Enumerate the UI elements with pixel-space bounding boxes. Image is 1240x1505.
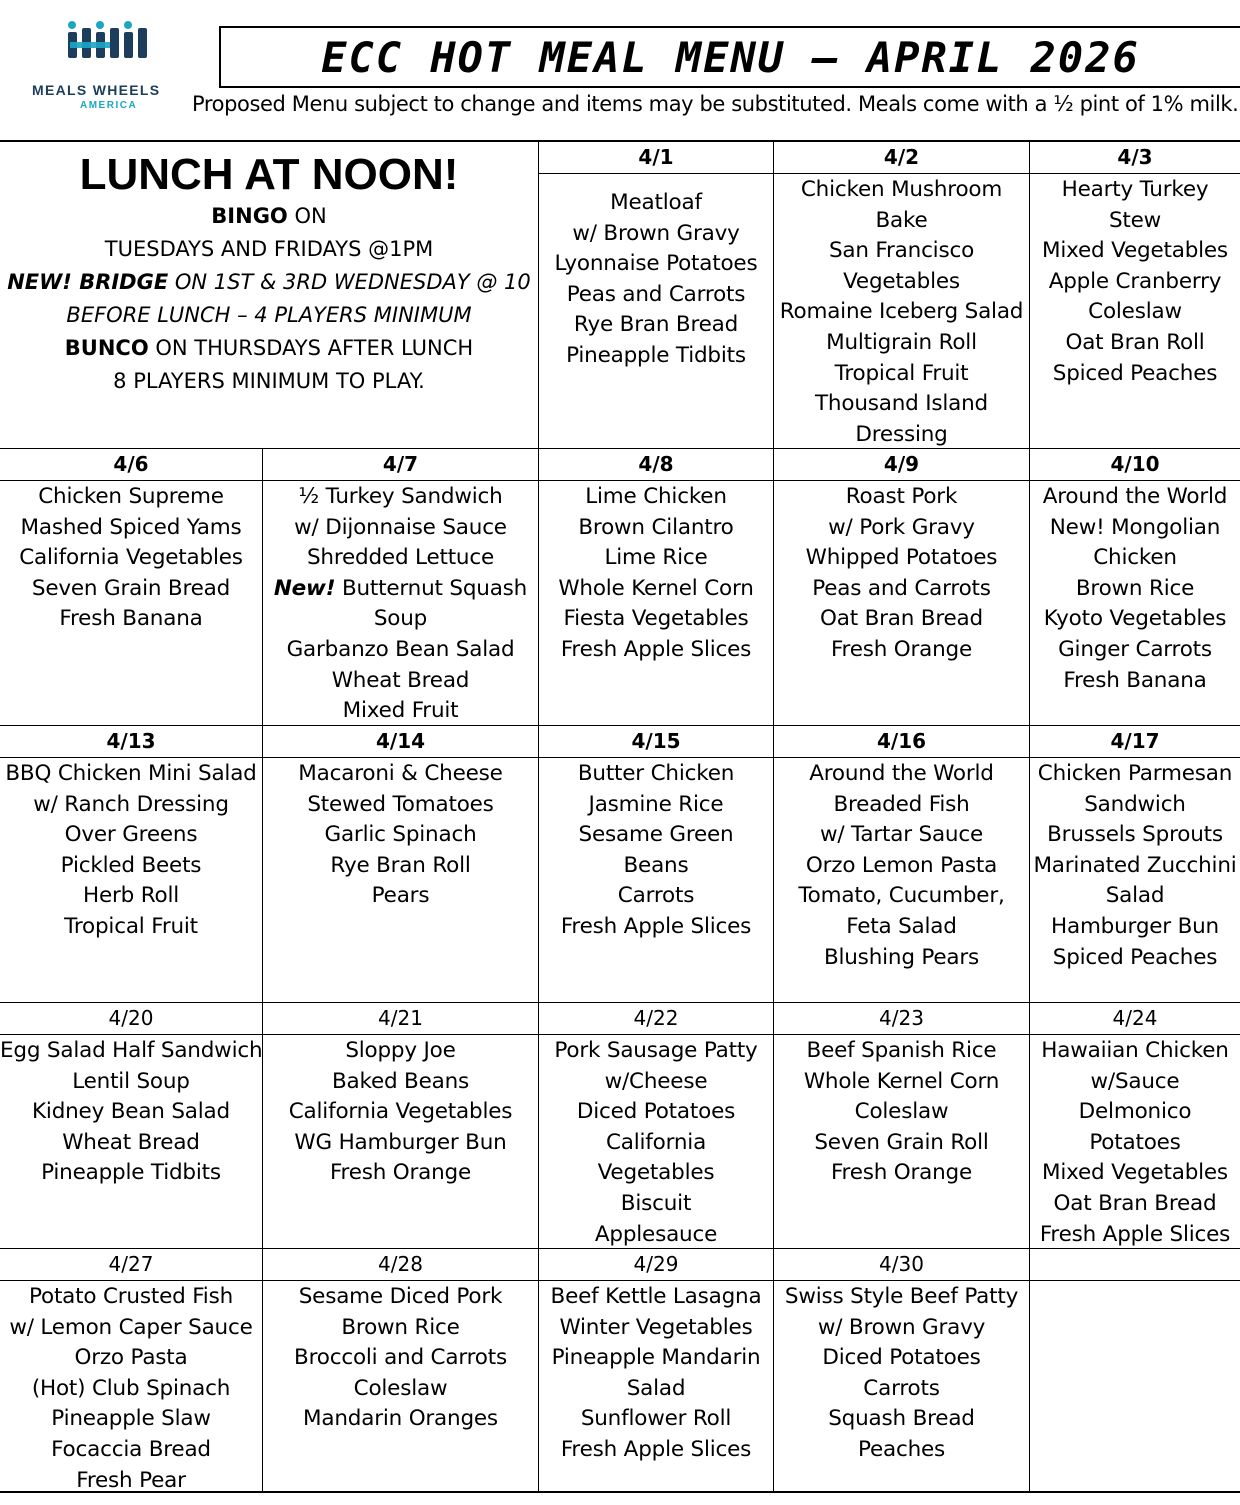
menu-item: Brussels Sprouts — [1047, 822, 1223, 848]
menu-item: Broccoli and Carrots — [294, 1345, 507, 1371]
menu-items — [774, 175, 1029, 450]
menu-items — [774, 759, 1029, 973]
menu-item: Orzo Lemon Pasta — [805, 852, 998, 878]
menu-item: Beef Spanish Rice — [806, 1038, 997, 1063]
day-cell — [774, 449, 1030, 726]
menu-items — [539, 1282, 773, 1466]
menu-items — [0, 1036, 262, 1189]
menu-item: San Francisco — [828, 238, 975, 264]
menu-item: Beef Kettle Lasagna — [550, 1284, 762, 1309]
menu-item: Winter Vegetables — [559, 1314, 753, 1340]
menu-item: Orzo Pasta — [74, 1345, 188, 1371]
day-cell — [774, 726, 1030, 1003]
menu-item: w/ Lemon Caper Sauce — [9, 1314, 253, 1340]
day-date: 4/15 — [539, 726, 773, 758]
menu-items — [774, 1282, 1029, 1466]
day-cell — [539, 1249, 774, 1493]
menu-item: Coleslaw — [353, 1375, 448, 1401]
page-title: ECC HOT MEAL MENU – APRIL 2026 — [321, 32, 1140, 82]
menu-item: California Vegetables — [288, 1099, 513, 1125]
menu-item: Oat Bran Roll — [1065, 329, 1205, 355]
menu-item: Oat Bran Bread — [820, 606, 983, 632]
menu-item: Beans — [623, 852, 689, 878]
day-cell — [0, 1249, 263, 1493]
menu-items — [263, 482, 538, 727]
menu-item: Carrots — [617, 883, 695, 909]
menu-item: Over Greens — [64, 822, 198, 848]
menu-item: Chicken Mushroom — [800, 177, 1003, 202]
menu-items — [0, 759, 262, 943]
menu-item: w/ Pork Gravy — [828, 514, 975, 540]
announcements-box — [0, 142, 539, 449]
menu-item: Applesauce — [594, 1221, 718, 1247]
menu-item: w/ Brown Gravy — [572, 220, 740, 246]
bridge-details: BEFORE LUNCH – 4 PLAYERS MINIMUM — [66, 303, 472, 327]
menu-item: Pork Sausage Patty — [554, 1038, 758, 1063]
menu-items — [539, 482, 773, 666]
day-date: 4/23 — [774, 1003, 1029, 1035]
menu-calendar — [0, 140, 1240, 1493]
menu-item: Dressing — [855, 421, 948, 447]
menu-item: Apple Cranberry — [1048, 268, 1222, 294]
menu-item: New! Butternut Squash — [273, 575, 528, 601]
menu-item: Vegetables — [843, 268, 960, 294]
day-cell — [263, 1249, 539, 1493]
menu-item: Fresh Apple Slices — [560, 636, 752, 662]
menu-item: New! Mongolian — [1049, 514, 1221, 540]
menu-items — [1030, 175, 1240, 389]
menu-item: Fresh Apple Slices — [560, 1436, 752, 1462]
menu-items — [539, 188, 773, 372]
day-cell — [539, 142, 774, 449]
menu-item: Kyoto Vegetables — [1043, 606, 1227, 632]
menu-item: Sesame Green — [578, 822, 734, 848]
menu-item: Thousand Island — [815, 391, 988, 417]
menu-item: Seven Grain Bread — [31, 575, 231, 601]
menu-item: Pineapple Tidbits — [41, 1160, 221, 1186]
menu-item: Mashed Spiced Yams — [20, 514, 242, 540]
menu-item: Fresh Banana — [59, 606, 203, 632]
menu-item: w/Sauce — [1090, 1068, 1180, 1094]
menu-item: Soup — [373, 606, 428, 632]
menu-item: (Hot) Club Spinach — [31, 1375, 231, 1401]
menu-item: Hawaiian Chicken — [1041, 1038, 1229, 1063]
menu-item: Fresh Orange — [830, 636, 973, 662]
menu-item: Hearty Turkey — [1061, 177, 1209, 202]
menu-item: Blushing Pears — [823, 944, 980, 970]
menu-item: Salad — [626, 1375, 686, 1401]
menu-item: Peas and Carrots — [812, 575, 991, 601]
day-cell — [0, 449, 263, 726]
menu-item: Chicken Parmesan — [1037, 761, 1233, 786]
menu-item: Coleslaw — [1088, 299, 1182, 325]
menu-item: California Vegetables — [19, 545, 243, 571]
menu-item: Whole Kernel Corn — [558, 575, 754, 601]
menu-item: Potatoes — [1089, 1129, 1181, 1155]
menu-item: Chicken — [1093, 545, 1177, 571]
menu-item: Brown Cilantro — [578, 514, 734, 540]
menu-items — [774, 482, 1029, 666]
menu-items — [263, 1282, 538, 1435]
day-cell — [0, 726, 263, 1003]
menu-item: Jasmine Rice — [588, 791, 724, 817]
menu-item: Delmonico — [1078, 1099, 1192, 1125]
menu-item: Rye Bran Roll — [330, 852, 471, 878]
day-date: 4/27 — [0, 1249, 262, 1281]
menu-item: Fresh Banana — [1063, 667, 1207, 693]
menu-item: Peaches — [857, 1436, 946, 1462]
menu-item: BBQ Chicken Mini Salad — [5, 761, 257, 786]
menu-item: Fresh Pear — [76, 1467, 186, 1493]
menu-item: Sloppy Joe — [345, 1038, 456, 1063]
menu-item: ½ Turkey Sandwich — [298, 484, 503, 509]
day-date: 4/1 — [539, 142, 773, 174]
menu-item: Wheat Bread — [331, 667, 470, 693]
menu-item: w/Cheese — [604, 1068, 708, 1094]
menu-item: Pineapple Mandarin — [551, 1345, 761, 1371]
day-date: 4/30 — [774, 1249, 1029, 1281]
day-date: 4/9 — [774, 449, 1029, 481]
day-cell — [774, 142, 1030, 449]
menu-items — [263, 1036, 538, 1189]
day-date: 4/2 — [774, 142, 1029, 174]
menu-item: Sesame Diced Pork — [298, 1284, 503, 1309]
menu-item: Egg Salad Half Sandwich — [0, 1038, 263, 1063]
menu-item: Whipped Potatoes — [805, 545, 998, 571]
day-date: 4/22 — [539, 1003, 773, 1035]
menu-item: Mandarin Oranges — [303, 1406, 498, 1432]
menu-items — [774, 1036, 1029, 1189]
menu-item: Mixed Vegetables — [1042, 238, 1228, 264]
menu-items — [0, 482, 262, 635]
bingo-line: BINGO ON — [211, 204, 327, 228]
menu-item: Peas and Carrots — [566, 281, 746, 307]
menu-items — [539, 1036, 773, 1250]
menu-item: Shredded Lettuce — [306, 545, 495, 571]
day-date: 4/20 — [0, 1003, 262, 1035]
menu-item: Diced Potatoes — [576, 1099, 736, 1125]
menu-item: Macaroni & Cheese — [298, 761, 503, 786]
menu-item: Ginger Carrots — [1058, 636, 1212, 662]
logo-wordmark: MEALS WHEELS — [32, 82, 161, 98]
day-date: 4/28 — [263, 1249, 538, 1281]
menu-item: Fresh Orange — [830, 1160, 973, 1186]
menu-item: Tomato, Cucumber, — [798, 883, 1005, 909]
menu-item: Spiced Peaches — [1052, 360, 1218, 386]
empty-date-header — [1030, 1249, 1240, 1281]
day-date: 4/24 — [1030, 1003, 1240, 1035]
bingo-schedule: TUESDAYS AND FRIDAYS @1PM — [104, 237, 434, 261]
menu-item: Fresh Apple Slices — [1039, 1221, 1231, 1247]
bunco-details: 8 PLAYERS MINIMUM TO PLAY. — [113, 369, 425, 393]
menu-item: Stewed Tomatoes — [307, 791, 494, 817]
empty-day-cell — [1030, 1249, 1240, 1493]
bridge-line: NEW! BRIDGE ON 1ST & 3RD WEDNESDAY @ 10 — [7, 270, 531, 294]
menu-item: Squash Bread — [828, 1406, 975, 1432]
day-date: 4/29 — [539, 1249, 773, 1281]
menu-item: Sunflower Roll — [580, 1406, 732, 1432]
logo-subtext: AMERICA — [80, 100, 138, 111]
day-cell — [774, 1003, 1030, 1249]
day-cell — [774, 1249, 1030, 1493]
menu-item: Mixed Fruit — [342, 698, 459, 724]
menu-items — [1030, 1036, 1240, 1250]
menu-item: California — [605, 1129, 707, 1155]
day-cell — [1030, 142, 1240, 449]
day-cell — [263, 449, 539, 726]
menu-item: Bake — [875, 207, 928, 233]
menu-item: Breaded Fish — [833, 791, 970, 817]
menu-item: Coleslaw — [854, 1099, 949, 1125]
menu-item: Brown Rice — [341, 1314, 460, 1340]
menu-item: Spiced Peaches — [1052, 944, 1218, 970]
menu-item: Around the World — [1042, 484, 1228, 509]
menu-item: Oat Bran Bread — [1053, 1190, 1217, 1216]
day-cell — [539, 449, 774, 726]
menu-item: Around the World — [809, 761, 994, 786]
menu-item: Whole Kernel Corn — [803, 1068, 1000, 1094]
menu-item: Marinated Zucchini — [1033, 852, 1237, 878]
day-date: 4/7 — [263, 449, 538, 481]
logo-mark-icon — [30, 18, 170, 78]
menu-item: Vegetables — [597, 1160, 715, 1186]
menu-item: Carrots — [863, 1375, 940, 1401]
menu-items — [1030, 482, 1240, 696]
menu-item: Herb Roll — [83, 883, 179, 909]
menu-item: Potato Crusted Fish — [29, 1284, 233, 1309]
menu-item: Rye Bran Bread — [573, 312, 739, 338]
menu-item: Kidney Bean Salad — [32, 1099, 230, 1125]
menu-item: Fresh Orange — [329, 1160, 472, 1186]
menu-item: Stew — [1108, 207, 1162, 233]
menu-item: Lentil Soup — [72, 1068, 190, 1094]
menu-item: Lime Chicken — [585, 484, 727, 509]
menu-items — [1030, 759, 1240, 973]
menu-item: Tropical Fruit — [64, 913, 198, 939]
bunco-line: BUNCO ON THURSDAYS AFTER LUNCH — [64, 336, 474, 360]
menu-item: Romaine Iceberg Salad — [779, 299, 1024, 325]
menu-item: Fresh Apple Slices — [560, 913, 752, 939]
menu-item: Seven Grain Roll — [814, 1129, 989, 1155]
day-cell — [263, 1003, 539, 1249]
menu-item: Feta Salad — [846, 913, 957, 939]
day-date: 4/17 — [1030, 726, 1240, 758]
menu-item: Brown Rice — [1075, 575, 1195, 601]
menu-item: WG Hamburger Bun — [294, 1129, 507, 1155]
menu-item: w/ Dijonnaise Sauce — [294, 514, 507, 540]
menu-item: Pickled Beets — [60, 852, 202, 878]
menu-item: Diced Potatoes — [822, 1345, 981, 1371]
menu-item: Lyonnaise Potatoes — [554, 251, 758, 277]
day-date: 4/3 — [1030, 142, 1240, 174]
menu-item: Garlic Spinach — [324, 822, 477, 848]
menu-item: Tropical Fruit — [834, 360, 969, 386]
menu-item: Multigrain Roll — [826, 329, 977, 355]
menu-items — [263, 759, 538, 912]
day-date: 4/8 — [539, 449, 773, 481]
day-date: 4/16 — [774, 726, 1029, 758]
day-date: 4/21 — [263, 1003, 538, 1035]
day-cell — [1030, 1003, 1240, 1249]
day-cell — [263, 726, 539, 1003]
menu-item: w/ Tartar Sauce — [819, 822, 984, 848]
menu-item: Roast Pork — [845, 484, 958, 509]
menu-item: Pineapple Slaw — [51, 1406, 211, 1432]
menu-item: w/ Ranch Dressing — [33, 791, 229, 817]
menu-item: Wheat Bread — [62, 1129, 200, 1155]
menu-item: Meatloaf — [610, 190, 702, 215]
day-cell — [1030, 726, 1240, 1003]
menu-item: Focaccia Bread — [51, 1436, 211, 1462]
day-date: 4/6 — [0, 449, 262, 481]
menu-item: Sandwich — [1084, 791, 1186, 817]
lunch-headline: LUNCH AT NOON! — [79, 150, 459, 199]
menu-disclaimer: Proposed Menu subject to change and items may be substituted. Meals come with a ½ pint of 1% milk. — [192, 92, 1239, 116]
title-box — [219, 26, 1240, 88]
menu-item: Garbanzo Bean Salad — [286, 636, 515, 662]
menu-item: Biscuit — [620, 1190, 692, 1216]
day-cell — [0, 1003, 263, 1249]
menu-item: Butter Chicken — [577, 761, 735, 786]
menu-item: w/ Brown Gravy — [817, 1314, 986, 1340]
day-cell — [539, 1003, 774, 1249]
menu-item: Swiss Style Beef Patty — [784, 1284, 1019, 1309]
day-date: 4/13 — [0, 726, 262, 758]
menu-item: Hamburger Bun — [1051, 913, 1219, 939]
menu-item: Fiesta Vegetables — [563, 606, 749, 632]
menu-items — [539, 759, 773, 943]
menu-items — [0, 1282, 262, 1496]
menu-item: Pears — [371, 883, 430, 909]
day-cell — [539, 726, 774, 1003]
menu-item: Mixed Vegetables — [1042, 1160, 1228, 1186]
day-cell — [1030, 449, 1240, 726]
menu-item: Lime Rice — [604, 545, 708, 571]
day-date: 4/10 — [1030, 449, 1240, 481]
menu-item: Pineapple Tidbits — [566, 342, 746, 368]
menu-item: Chicken Supreme — [38, 484, 224, 509]
day-date: 4/14 — [263, 726, 538, 758]
menu-item: Salad — [1105, 883, 1165, 909]
menu-item: Baked Beans — [331, 1068, 470, 1094]
